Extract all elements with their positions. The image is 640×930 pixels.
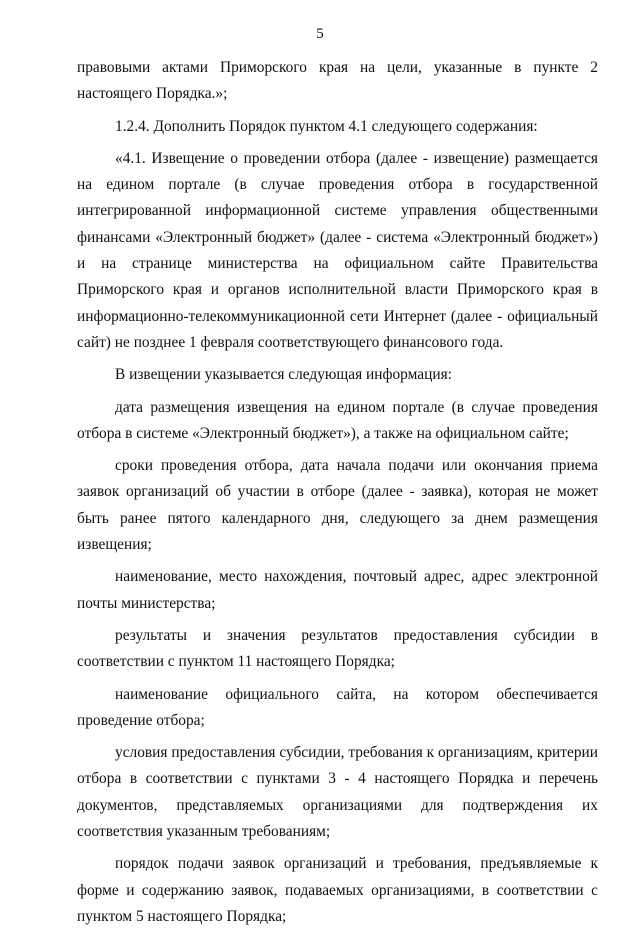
paragraph-list-item: сроки проведения отбора, дата начала подачи или окончания приема заявок организаций об участии в отборе (далее - заявка), которая не может быть ранее пятого календарного дня, следующего за днем размещения извещения; bbox=[77, 457, 598, 554]
paragraph-list-item: условия предоставления субсидии, требования к организациям, критерии отбора в соответствии с пунктами 3 - 4 настоящего Порядка и перечень документов, представляемых организациями для подтверждения их соответствия указанным требованиям; bbox=[77, 744, 598, 841]
paragraph-clause-4-1: «4.1. Извещение о проведении отбора (далее - извещение) размещается на едином портале (в случае проведения отбора в государственной интегрированной информационной системе управления общественными финансами «Электронный бюджет» (далее - система «Электронный бюджет») и на странице министерства на официальном сайте Правительства Приморского края и органов исполнительной власти Приморского края в информационно-телекоммуникационной сети Интернет (далее - официальный сайт) не позднее 1 февраля соответствующего финансового года. bbox=[77, 149, 598, 351]
page-number: 5 bbox=[316, 26, 324, 42]
document-body bbox=[77, 55, 598, 930]
paragraph-list-item: наименование официального сайта, на котором обеспечивается проведение отбора; bbox=[77, 685, 598, 729]
paragraph-list-item: наименование, место нахождения, почтовый адрес, адрес электронной почты министерства; bbox=[77, 568, 598, 612]
paragraph-list-item: порядок подачи заявок организаций и требования, предъявляемые к форме и содержанию заявок, подаваемых организациями, в соответствии с пунктом 5 настоящего Порядка; bbox=[77, 855, 598, 925]
paragraph-continuation: правовыми актами Приморского края на цели, указанные в пункте 2 настоящего Порядка.»; bbox=[77, 59, 598, 103]
paragraph-amendment-heading: 1.2.4. Дополнить Порядок пунктом 4.1 следующего содержания: bbox=[115, 117, 538, 135]
paragraph-list-item: дата размещения извещения на едином портале (в случае проведения отбора в системе «Электронный бюджет»), а также на официальном сайте; bbox=[77, 398, 598, 442]
paragraph-info-intro: В извещении указывается следующая информация: bbox=[115, 366, 452, 384]
paragraph-list-item: результаты и значения результатов предоставления субсидии в соответствии с пунктом 11 настоящего Порядка; bbox=[77, 626, 598, 671]
